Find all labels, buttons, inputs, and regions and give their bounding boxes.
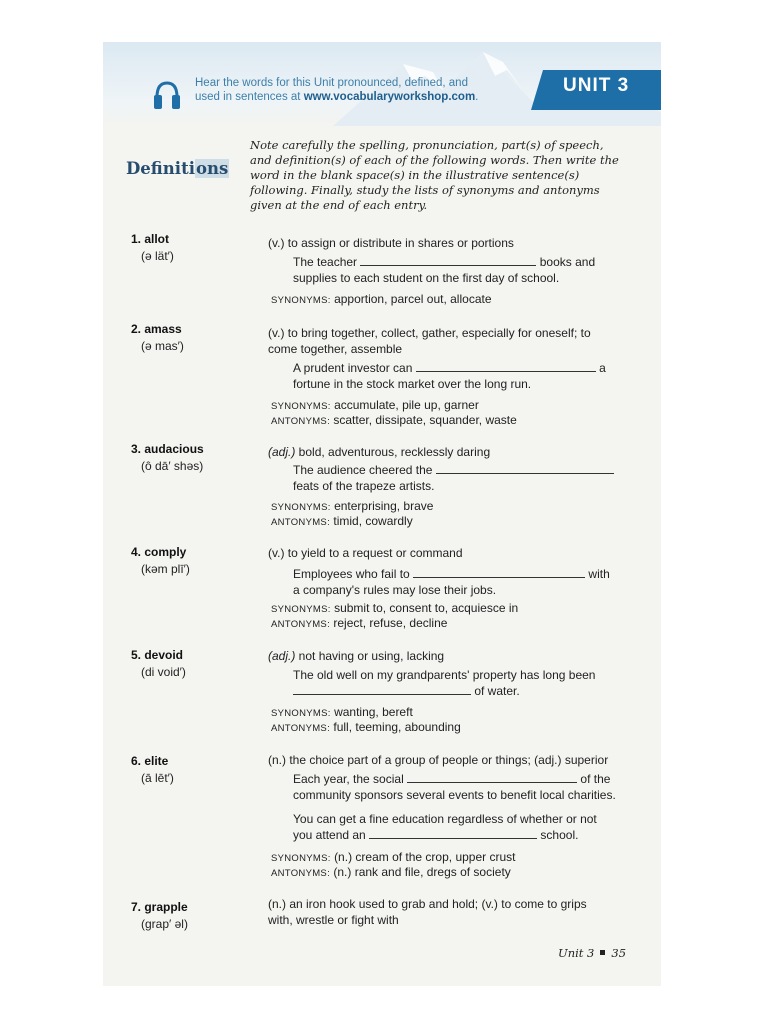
page-number: 35 (611, 946, 627, 960)
entry-word: 3. audacious (131, 442, 204, 456)
audio-line-1: Hear the words for this Unit pronounced, defined, and (195, 77, 468, 89)
example-part: of the (580, 772, 611, 786)
example-part: Employees who fail to (293, 567, 410, 581)
answer-blank[interactable] (413, 567, 585, 578)
answer-blank[interactable] (416, 361, 596, 372)
footer-unit: Unit 3 (558, 946, 595, 960)
example-sentence (293, 360, 633, 392)
entry-pronunciation: (ā lēt′) (141, 771, 174, 785)
answer-blank[interactable] (436, 463, 614, 474)
antonyms-label: ANTONYMS: (271, 868, 331, 879)
antonyms-list: scatter, dissipate, squander, waste (333, 413, 517, 427)
example-part: supplies to each student on the first day of school. (293, 271, 560, 285)
entry-pronunciation: (kəm plī′) (141, 562, 190, 576)
headphones-icon[interactable] (153, 79, 181, 113)
entry-definition (268, 325, 628, 357)
synonyms-label: SYNONYMS: (271, 853, 331, 864)
entry-word: 2. amass (131, 322, 182, 336)
synonyms-list: apportion, parcel out, allocate (334, 292, 492, 306)
example-sentence (293, 254, 633, 286)
answer-blank[interactable] (360, 255, 536, 266)
antonyms-line (271, 865, 611, 881)
example-part: with (588, 567, 610, 581)
synonyms-line (271, 601, 611, 617)
synonyms-list: wanting, bereft (334, 705, 413, 719)
antonyms-label: ANTONYMS: (271, 416, 331, 427)
synonyms-label: SYNONYMS: (271, 295, 331, 306)
definition-line: with, wrestle or fight with (268, 913, 399, 927)
entry-word: 1. allot (131, 232, 170, 246)
example-part: school. (540, 828, 579, 842)
entry-word: 7. grapple (131, 900, 188, 914)
entry-pronunciation: (ô dā′ shəs) (141, 459, 204, 473)
audio-line-2 (195, 90, 525, 104)
audio-suffix: . (475, 91, 479, 103)
entry-word: 5. devoid (131, 648, 184, 662)
example-part: Each year, the social (293, 772, 404, 786)
example-part: You can get a fine education regardless of whether or not (293, 812, 597, 826)
audio-prefix: used in sentences at (195, 91, 304, 103)
antonyms-label: ANTONYMS: (271, 517, 331, 528)
antonyms-list: (n.) rank and file, dregs of society (333, 865, 511, 879)
antonyms-line (271, 413, 611, 429)
entry-pronunciation: (di void′) (141, 665, 186, 679)
entry-word: 6. elite (131, 754, 169, 768)
synonyms-list: (n.) cream of the crop, upper crust (334, 850, 516, 864)
example-part: A prudent investor can (293, 361, 413, 375)
entry-definition (268, 648, 628, 664)
antonyms-line (271, 616, 611, 632)
audio-link-text (195, 76, 525, 104)
unit-label: UNIT 3 (563, 75, 630, 96)
example-part: fortune in the stock market over the long run. (293, 377, 532, 391)
example-sentence (293, 566, 633, 598)
entry-word: 4. comply (131, 545, 187, 559)
answer-blank[interactable] (407, 772, 577, 783)
example-part: The audience cheered the (293, 463, 433, 477)
antonyms-list: reject, refuse, decline (333, 616, 448, 630)
definition-line: come together, assemble (268, 342, 403, 356)
entry-pronunciation: (ə mas′) (141, 339, 184, 353)
example-part: a (599, 361, 606, 375)
antonyms-line (271, 720, 611, 736)
synonyms-label: SYNONYMS: (271, 502, 331, 513)
entry-pronunciation: (ə lät′) (141, 249, 174, 263)
synonyms-line (271, 499, 611, 515)
antonyms-label: ANTONYMS: (271, 723, 331, 734)
synonyms-line (271, 705, 611, 721)
example-part: The teacher (293, 255, 358, 269)
synonyms-list: enterprising, brave (334, 499, 434, 513)
example-part: feats of the trapeze artists. (293, 479, 435, 493)
entry-definition: (v.) to assign or distribute in shares or portions (268, 236, 514, 250)
example-part: you attend an (293, 828, 366, 842)
synonyms-list: accumulate, pile up, garner (334, 398, 479, 412)
entry-definition (268, 896, 638, 928)
example-sentence (293, 667, 633, 699)
example-part: community sponsors several events to benefit local charities. (293, 788, 616, 802)
antonyms-list: timid, cowardly (333, 514, 413, 528)
page-footer (558, 946, 626, 960)
instructions-text: Note carefully the spelling, pronunciation, part(s) of speech, and definition(s) of each of the following words. Then write the word in the blank space(s) in the illustrative sentence(s) following. Finally, study the lists of synonyms and antonyms given at the end of each entry. (250, 138, 619, 212)
synonyms-line (271, 292, 611, 308)
definition-text: bold, adventurous, recklessly daring (295, 445, 491, 459)
entry-definition (268, 444, 628, 460)
textbook-page (103, 42, 661, 986)
example-part: a company's rules may lose their jobs. (293, 583, 497, 597)
square-bullet-icon (600, 950, 605, 955)
antonyms-list: full, teeming, abounding (333, 720, 461, 734)
synonyms-line (271, 850, 611, 866)
part-of-speech: (adj.) (268, 649, 296, 663)
synonyms-line (271, 398, 611, 414)
entry-definition: (v.) to yield to a request or command (268, 546, 463, 560)
definition-line: (v.) to bring together, collect, gather, especially for oneself; to (268, 326, 591, 340)
synonyms-list: submit to, consent to, acquiesce in (334, 601, 519, 615)
antonyms-line (271, 514, 611, 530)
entry-pronunciation: (grap′ əl) (141, 917, 188, 931)
antonyms-label: ANTONYMS: (271, 619, 331, 630)
website-link[interactable]: www.vocabularyworkshop.com (303, 91, 476, 103)
example-part: books and (539, 255, 596, 269)
section-title: Definitions (126, 159, 229, 178)
entry-definition: (n.) the choice part of a group of people or things; (adj.) superior (268, 753, 609, 767)
answer-blank[interactable] (293, 684, 471, 695)
synonyms-label: SYNONYMS: (271, 401, 331, 412)
part-of-speech: (adj.) (268, 445, 296, 459)
synonyms-label: SYNONYMS: (271, 604, 331, 615)
example-part: of water. (474, 684, 520, 698)
answer-blank[interactable] (369, 828, 537, 839)
example-sentence-2 (293, 811, 633, 843)
example-sentence (293, 771, 633, 803)
definition-text: not having or using, lacking (295, 649, 445, 663)
definition-line: (n.) an iron hook used to grab and hold; (v.) to come to grips (268, 897, 587, 911)
example-part: The old well on my grandparents' property has long been (293, 668, 596, 682)
synonyms-label: SYNONYMS: (271, 708, 331, 719)
example-sentence (293, 462, 633, 494)
